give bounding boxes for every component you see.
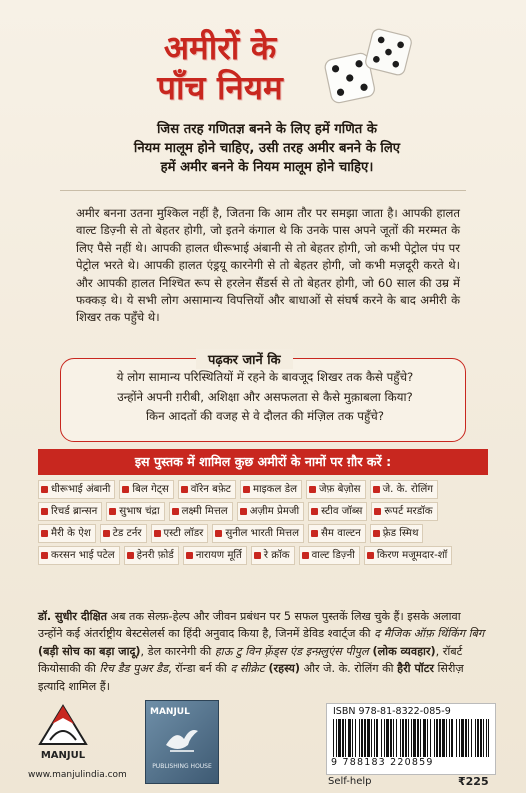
name-chip: टेड टर्नर — [100, 524, 147, 543]
bullet-icon — [373, 486, 380, 493]
book-title-5: हैरी पॉटर — [397, 662, 434, 676]
barcode-bar — [393, 719, 394, 757]
learn-item: ये लोग सामान्य परिस्थितियों में रहने के बावजूद शिखर तक कैसे पहुँचे? — [116, 370, 414, 384]
imprint-name: MANJUL — [150, 707, 190, 717]
bullet-icon — [254, 552, 261, 559]
bullet-icon — [215, 530, 222, 537]
book-title-4: द सीक्रेट — [230, 662, 265, 676]
barcode-bar — [408, 719, 409, 757]
bullet-icon — [311, 530, 318, 537]
barcode-bar — [359, 719, 360, 757]
barcode-bar — [449, 719, 450, 757]
bullet-icon — [109, 508, 116, 515]
price-label: ₹225 — [458, 775, 489, 788]
body-paragraph: अमीर बनना उतना मुश्किल नहीं है, जितना कि आम तौर पर समझा जाता है। आपकी हालत वाल्ट डिज़्नी से तो बेहतर होगी, जो इतने कंगाल थे कि उनके पास अपने जूतों की मरम्मत के लिए पैसे नहीं थे। आपकी हालत धीरूभाई अंबानी से तो बेहतर होगी, जो कभी पेट्रोल पंप पर पेट्रोल भरते थे। आपकी हालत एंड्रयू कारनेगी से तो बेहतर होगी, जो कभी मज़दूरी करते थे। और आपकी हालत निश्चित रूप से हरलेन सैंडर्स से तो बेहतर होगी, जो 60 साल की उम्र में फक्कड़ थे। ये सभी लोग असामान्य विपत्तियों और बाधाओं से संघर्ष करने के बाद अमीरी के शिखर तक पहुँचे थे। — [76, 206, 460, 325]
barcode-bar — [396, 719, 397, 757]
intro-line-1: जिस तरह गणितज्ञ बनने के लिए हमें गणित के — [157, 122, 377, 137]
barcode-bar — [364, 719, 366, 757]
name-chip: सैम वाल्टन — [308, 524, 366, 543]
name-chip: जेफ़ बेज़ोस — [306, 480, 366, 499]
name-chip: करसन भाई पटेल — [38, 546, 120, 565]
bullet-icon — [154, 530, 161, 537]
barcode-bar — [423, 719, 426, 757]
name-chip: वाल्ट डिज़्नी — [299, 546, 360, 565]
author-bio: डॉ. सुधीर दीक्षित अब तक सेल्फ़-हेल्प और जीवन प्रबंधन पर 5 सफल पुस्तकें लिख चुके हैं। इसके अलावा उन्होंने कई अंतर्राष्ट्रीय बेस्टसेलर्स का हिंदी अनुवाद किया है, जिनमें डेविड श्वार्ट्ज की द मैजिक ऑफ़ थिंकिंग बिग (बड़ी सोच का बड़ा जादू), डेल कारनेगी की हाऊ टु विन फ़्रेंड्स एंड इन्फ़्लुएंस पीपुल (लोक व्यवहार), रॉबर्ट कियोसाकी की रिच डैड पुअर डैड, रॉन्डा बर्न की द सीक्रेट (रहस्य) और जे. के. रोलिंग की हैरी पॉटर सिरीज़ इत्यादि शामिल हैं। — [38, 610, 485, 693]
publisher-website: www.manjulindia.com — [28, 770, 127, 780]
barcode-bar — [420, 719, 421, 757]
title-line-1: अमीरों के — [163, 28, 277, 67]
book-title — [110, 28, 330, 108]
name-chip: जे. के. रोलिंग — [370, 480, 438, 499]
barcode-bar — [459, 719, 460, 757]
barcode-bar — [461, 719, 464, 757]
bullet-icon — [41, 508, 48, 515]
barcode-bar — [413, 719, 416, 757]
barcode-bar — [427, 719, 428, 757]
barcode-bar — [486, 719, 487, 757]
bullet-icon — [41, 530, 48, 537]
book-title-3: रिच डैड पुअर डैड — [99, 662, 169, 676]
learn-item: उन्होंने अपनी ग़रीबी, अशिक्षा और असफलता से कैसे मुक़ाबला किया? — [117, 389, 413, 404]
author-name: डॉ. सुधीर दीक्षित — [38, 610, 107, 623]
bullet-icon — [302, 552, 309, 559]
barcode-bar — [352, 719, 353, 757]
barcode-bar — [374, 719, 375, 757]
barcode-icon — [333, 719, 489, 757]
learn-item: किन आदतों की वजह से वे दौलत की मंज़िल तक पहुँचे? — [145, 409, 384, 423]
manjul-logo — [28, 700, 127, 780]
publisher-logo-text: MANJUL — [40, 750, 86, 761]
barcode-bar — [342, 719, 344, 757]
barcode-bar — [475, 719, 476, 757]
barcode-bar — [376, 719, 378, 757]
name-chip: फ़्रेड स्मिथ — [370, 524, 424, 543]
barcode-bar — [465, 719, 467, 757]
book-title-1: द मैजिक ऑफ़ थिंकिंग बिग — [374, 627, 485, 641]
bullet-icon — [41, 552, 48, 559]
bullet-icon — [41, 486, 48, 493]
bullet-icon — [311, 508, 318, 515]
barcode-bar — [483, 719, 484, 757]
barcode-bar — [400, 719, 401, 757]
name-chip: धीरूभाई अंबानी — [38, 480, 115, 499]
barcode-bar — [367, 719, 370, 757]
name-chip: लक्ष्मी मित्तल — [169, 502, 233, 521]
barcode-bar — [439, 719, 441, 757]
name-chip: हेनरी फ़ोर्ड — [124, 546, 179, 565]
name-chip: बिल गेट्स — [119, 480, 173, 499]
bullet-icon — [367, 552, 374, 559]
bullet-icon — [127, 552, 134, 559]
barcode-bar — [405, 719, 407, 757]
name-chip: रे क्रॉक — [251, 546, 295, 565]
barcode-bar — [456, 719, 457, 757]
barcode-bar — [384, 719, 385, 757]
barcode-bar — [411, 719, 412, 757]
barcode-bar — [436, 719, 438, 757]
dice-icon — [320, 24, 415, 114]
bullet-icon — [243, 486, 250, 493]
bullet-icon — [240, 508, 247, 515]
barcode-bar — [386, 719, 389, 757]
name-chip: वॉरेन बफ़ेट — [178, 480, 236, 499]
isbn-label: ISBN 978-81-8322-085-9 — [333, 706, 451, 717]
barcode-bar — [402, 719, 404, 757]
bullet-icon — [103, 530, 110, 537]
barcode-bar — [488, 719, 489, 757]
barcode-bar — [451, 719, 453, 757]
barcode-bar — [371, 719, 372, 757]
name-chip: रिचर्ड ब्रान्सन — [38, 502, 102, 521]
barcode-bar — [345, 719, 346, 757]
barcode-bar — [430, 719, 431, 757]
isbn-box — [326, 703, 496, 775]
barcode-bar — [361, 719, 363, 757]
barcode-bar — [442, 719, 445, 757]
imprint-logo — [145, 700, 219, 784]
barcode-bar — [468, 719, 469, 757]
name-chip: सुभाष चंद्रा — [106, 502, 164, 521]
name-chip: किरण मजूमदार-शॉ — [364, 546, 452, 565]
name-chip: मैरी के ऐश — [38, 524, 96, 543]
intro-line-3: हमें अमीर बनने के नियम मालूम होने चाहिए। — [160, 160, 374, 175]
manjul-logo-icon — [36, 700, 90, 750]
learn-heading: पढ़कर जानें कि — [196, 349, 293, 369]
divider — [60, 190, 466, 191]
names-list — [38, 480, 493, 565]
barcode-bar — [381, 719, 382, 757]
name-chip: अज़ीम प्रेमजी — [237, 502, 304, 521]
category-label: Self-help — [328, 776, 372, 787]
barcode-bar — [480, 719, 482, 757]
barcode-bar — [471, 719, 472, 757]
barcode-bar — [446, 719, 447, 757]
barcode-bar — [434, 719, 435, 757]
barcode-bar — [355, 719, 356, 757]
barcode-bar — [338, 719, 341, 757]
bullet-icon — [181, 486, 188, 493]
imprint-subtitle: PUBLISHING HOUSE — [152, 763, 212, 770]
title-line-2: पाँच नियम — [157, 68, 283, 107]
bullet-icon — [186, 552, 193, 559]
name-chip: एस्टी लॉडर — [151, 524, 209, 543]
name-chip: माइकल डेल — [240, 480, 302, 499]
intro-line-2: नियम मालूम होने चाहिए, उसी तरह अमीर बनने के लिए — [133, 141, 401, 156]
intro-statement — [72, 120, 462, 177]
bullet-icon — [373, 530, 380, 537]
bullet-icon — [122, 486, 129, 493]
name-chip: सुनील भारती मित्तल — [212, 524, 304, 543]
name-chip: रूपर्ट मरडॉक — [371, 502, 437, 521]
learn-list — [80, 368, 450, 427]
bullet-icon — [374, 508, 381, 515]
book-title-2: हाऊ टु विन फ़्रेंड्स एंड इन्फ़्लुएंस पीपुल — [214, 644, 369, 658]
names-banner: इस पुस्तक में शामिल कुछ अमीरों के नामों पर ग़ौर करें : — [38, 449, 488, 475]
barcode-bar — [348, 719, 351, 757]
bird-logo-icon — [164, 723, 200, 757]
bullet-icon — [309, 486, 316, 493]
isbn-digits: 9 788183 220859 — [331, 757, 434, 768]
name-chip: स्टीव जॉब्स — [308, 502, 367, 521]
barcode-bar — [333, 719, 334, 757]
bullet-icon — [172, 508, 179, 515]
barcode-bar — [417, 719, 419, 757]
barcode-bar — [336, 719, 337, 757]
barcode-bar — [390, 719, 392, 757]
name-chip: नारायण मूर्ति — [183, 546, 247, 565]
barcode-bar — [477, 719, 479, 757]
